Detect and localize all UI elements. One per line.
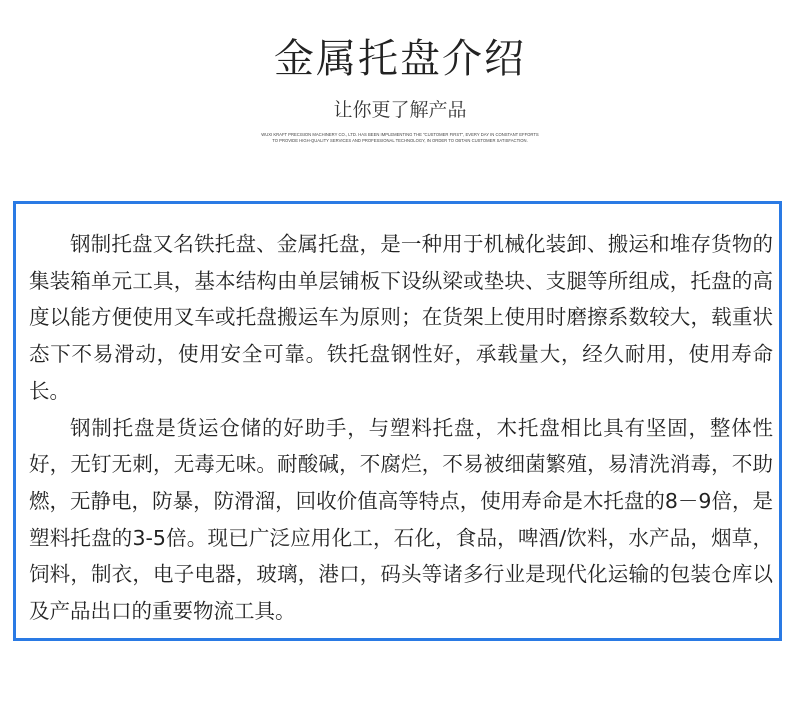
page-title: 金属托盘介绍 bbox=[274, 36, 526, 82]
page-subtitle: 让你更了解产品 bbox=[333, 99, 467, 121]
company-tagline: WUXI KRAFT PRECISION MACHINERY CO., LTD. HAS BEEN IMPLEMENTING THE "CUSTOMER FIRST", EVERY DAY IN CONSTANT EFFORTS TO PROVIDE HIGH-QUALITY SERVICES AND PROFESSIONAL TECHNOLOGY, IN ORDER TO OBTAIN CUSTOMER SATISFACTION. bbox=[261, 132, 539, 143]
content-text bbox=[29, 226, 773, 630]
paragraph-intro: 钢制托盘又名铁托盘、金属托盘，是一种用于机械化装卸、搬运和堆存货物的集装箱单元工具，基本结构由单层铺板下设纵梁或垫块、支腿等所组成，托盘的高度以能方便使用叉车或托盘搬运车为原则；在货架上使用时磨擦系数较大，载重状态下不易滑动，使用安全可靠。铁托盘钢性好，承载量大，经久耐用，使用寿命长。 bbox=[29, 232, 773, 403]
content-box bbox=[13, 201, 782, 641]
paragraph-advantages: 钢制托盘是货运仓储的好助手，与塑料托盘，木托盘相比具有坚固，整体性好，无钉无刺，无毒无味。耐酸碱，不腐烂，不易被细菌繁殖，易清洗消毒，不助燃，无静电，防暴，防滑溜，回收价值高等特点，使用寿命是木托盘的8－9倍，是塑料托盘的3-5倍。现已广泛应用化工，石化，食品，啤酒/饮料，水产品，烟草，饲料，制衣，电子电器，玻璃，港口，码头等诸多行业是现代化运输的包装仓库以及产品出口的重要物流工具。 bbox=[29, 415, 773, 624]
